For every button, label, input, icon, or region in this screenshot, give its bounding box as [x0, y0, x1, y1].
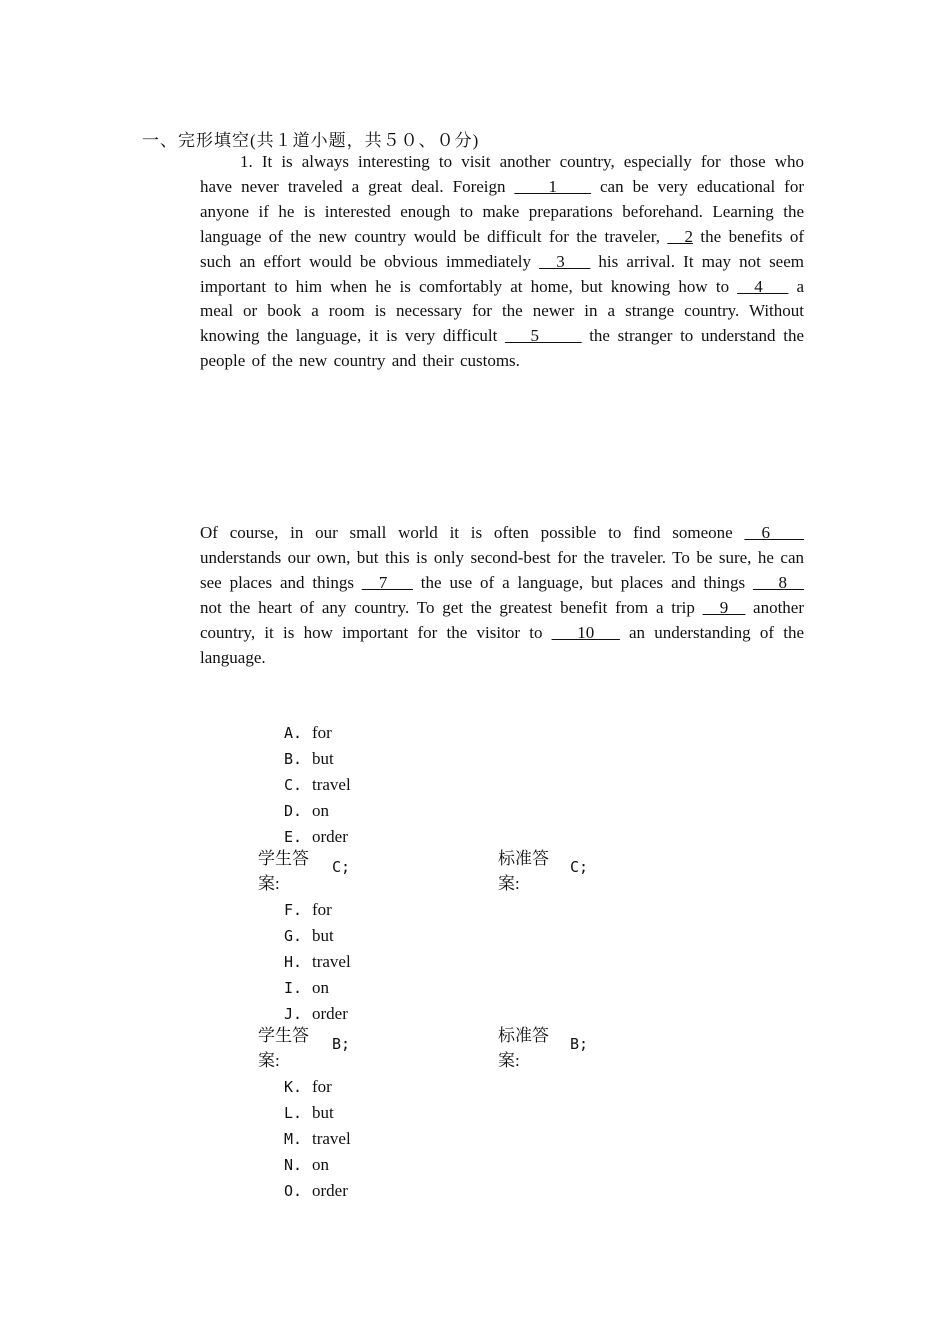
option-item: [284, 897, 351, 923]
option-text: order: [312, 1004, 348, 1023]
option-text: on: [312, 801, 329, 820]
option-letter: M.: [284, 1130, 303, 1148]
option-letter: C.: [284, 776, 303, 794]
cloze-blank[interactable]: ___5_____: [505, 326, 582, 346]
cloze-blank[interactable]: ___10___: [551, 622, 620, 642]
option-item: [284, 1074, 351, 1100]
option-letter: F.: [284, 901, 303, 919]
cloze-blank[interactable]: __4___: [737, 276, 789, 296]
passage-text-run: the stranger to understand the people of the new country and their customs.: [200, 326, 804, 371]
option-text: but: [312, 926, 334, 945]
option-letter: H.: [284, 953, 303, 971]
option-text: but: [312, 749, 334, 768]
option-letter: A.: [284, 724, 303, 742]
cloze-blank[interactable]: ___8__: [753, 572, 804, 592]
option-item: [284, 1126, 351, 1152]
passage-text-run: the use of a language, but places and things: [412, 572, 753, 592]
passage-text-run: the benefits of such an effort would be obvious immediately: [200, 226, 804, 271]
question-number: 1.: [240, 152, 253, 171]
passage-text-run: his arrival. It may not seem important to him when he is comfortably at home, but knowing how to: [200, 251, 804, 296]
passage-text-run: understands our own, but this is only second-best for the traveler. To be sure, he can see places and things: [200, 547, 804, 592]
option-item: [284, 1100, 351, 1126]
passage-text-run: not the heart of any country. To get the greatest benefit from a trip: [200, 597, 703, 617]
student-answer-label: 学生答 案:: [258, 1026, 309, 1070]
standard-answer-label: 标准答 案:: [498, 1026, 549, 1070]
option-text: for: [312, 1077, 332, 1096]
student-answer-value: B;: [332, 1035, 351, 1053]
student-answer-value: C;: [332, 858, 351, 876]
option-text: on: [312, 1155, 329, 1174]
option-letter: N.: [284, 1156, 303, 1174]
option-letter: J.: [284, 1005, 303, 1023]
option-letter: I.: [284, 979, 303, 997]
passage-text-run: It is always interesting to visit another country, especially for those who have never traveled a great deal. Foreign: [200, 152, 805, 196]
option-item: [284, 1178, 351, 1204]
option-letter: G.: [284, 927, 303, 945]
option-text: order: [312, 1181, 348, 1200]
option-text: travel: [312, 1129, 351, 1148]
option-letter: B.: [284, 750, 303, 768]
option-text: order: [312, 827, 348, 846]
option-item: [284, 923, 351, 949]
option-group-2: [284, 897, 351, 1027]
option-text: on: [312, 978, 329, 997]
option-item: [284, 720, 351, 746]
cloze-blank[interactable]: __9__: [702, 597, 746, 617]
option-text: for: [312, 900, 332, 919]
student-answer-label: 学生答 案:: [258, 849, 309, 893]
passage-paragraph-1: [200, 150, 804, 374]
passage-text-run: another country, it is how important for the visitor to: [200, 597, 804, 642]
answer-row-2: [258, 1023, 618, 1075]
paragraph-2-text: [200, 523, 804, 667]
standard-answer-value: C;: [570, 858, 589, 876]
option-item: [284, 798, 351, 824]
cloze-blank[interactable]: __2: [667, 226, 693, 246]
answer-row-1: [258, 846, 618, 898]
cloze-blank[interactable]: __7___: [361, 572, 413, 592]
option-item: [284, 975, 351, 1001]
cloze-blank[interactable]: ____1____: [514, 176, 592, 196]
paragraph-1-text: [200, 152, 804, 370]
option-letter: O.: [284, 1182, 303, 1200]
passage-text-run: a meal or book a room is necessary for the newer in a strange country. Without knowing the language, it is very difficult: [200, 276, 804, 346]
option-group-3: [284, 1074, 351, 1204]
standard-answer-label: 标准答 案:: [498, 849, 549, 893]
option-item: [284, 746, 351, 772]
option-text: travel: [312, 952, 351, 971]
option-item: [284, 1152, 351, 1178]
option-letter: D.: [284, 802, 303, 820]
passage-text-run: an understanding of the language.: [200, 622, 804, 667]
option-text: but: [312, 1103, 334, 1122]
passage-paragraph-2: [200, 521, 804, 670]
standard-answer-value: B;: [570, 1035, 589, 1053]
option-group-1: [284, 720, 351, 850]
option-item: [284, 772, 351, 798]
option-letter: K.: [284, 1078, 303, 1096]
option-letter: L.: [284, 1104, 303, 1122]
option-letter: E.: [284, 828, 303, 846]
cloze-blank[interactable]: __3___: [539, 251, 591, 271]
cloze-blank[interactable]: __6____: [744, 523, 804, 542]
option-text: for: [312, 723, 332, 742]
option-item: [284, 949, 351, 975]
passage-text-run: can be very educational for anyone if he is interested enough to make preparations beforehand. Learning the language of the new country would be difficult for the traveler,: [200, 176, 804, 246]
passage-text-run: Of course, in our small world it is often possible to find someone: [200, 523, 745, 542]
option-text: travel: [312, 775, 351, 794]
section-title: 一、完形填空(共１道小题，共５０、０分): [142, 131, 480, 150]
